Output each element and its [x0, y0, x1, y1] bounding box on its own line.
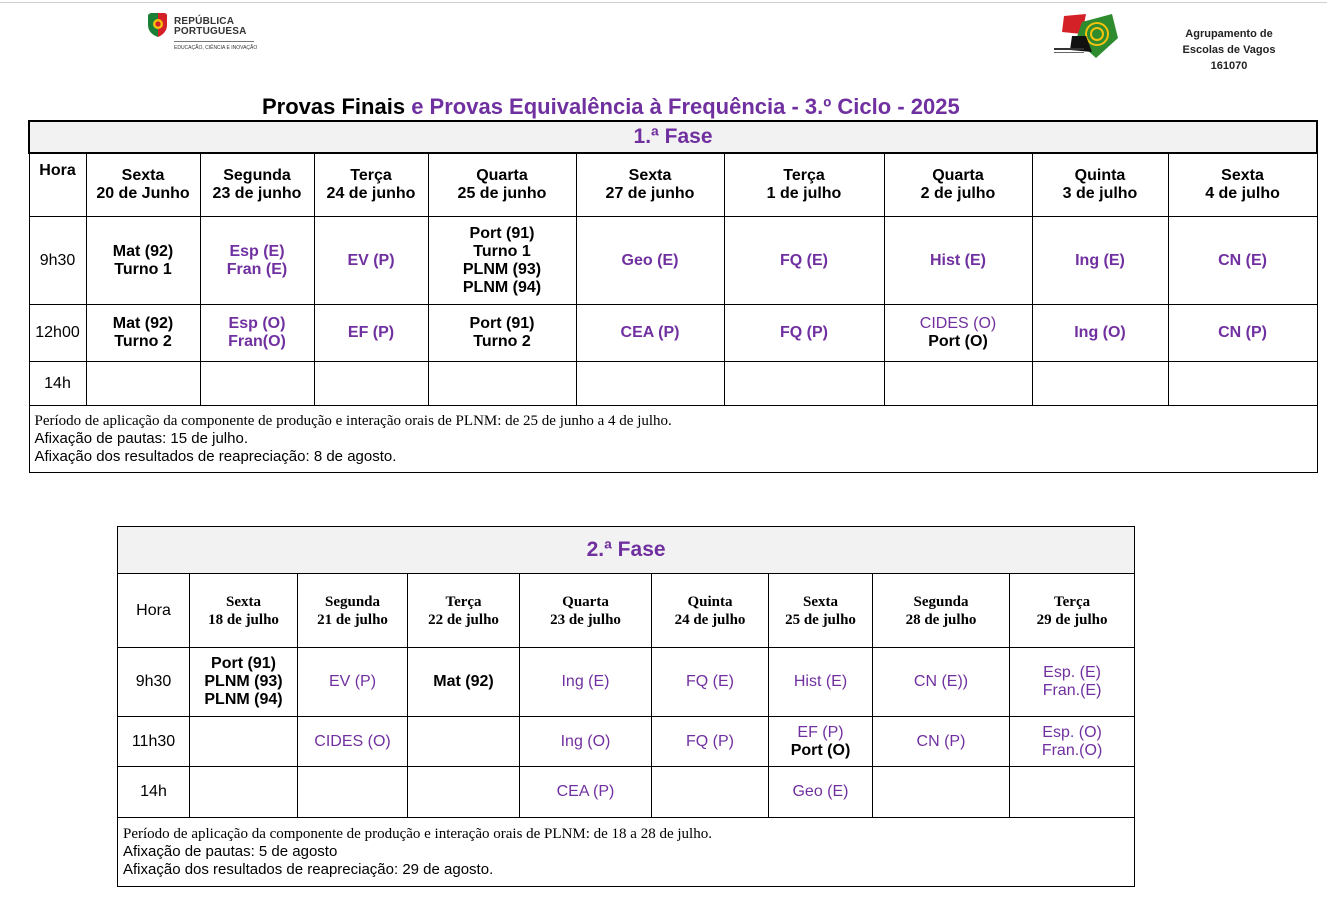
day-header: Sexta 25 de julho: [769, 574, 873, 648]
phase1-schedule-table: [28, 120, 1318, 473]
empty-cell: [1032, 362, 1168, 406]
exam-cell: EF (P): [314, 305, 428, 362]
exam-cell: Esp. (E) Fran.(E): [1010, 648, 1135, 717]
gov-logo-ministry: EDUCAÇÃO, CIÊNCIA E INOVAÇÃO: [174, 45, 258, 51]
phase1-title: 1.ª Fase: [29, 121, 1317, 153]
empty-cell: [724, 362, 884, 406]
phase2-row-14h: [118, 767, 1135, 818]
phase1-row-9h30: [29, 217, 1317, 305]
page-title: Provas Finais e Provas Equivalência à Frequência - 3.º Ciclo - 2025: [262, 94, 960, 119]
empty-cell: [652, 767, 769, 818]
exam-cell: Port (91) PLNM (93) PLNM (94): [190, 648, 298, 717]
exam-cell: CN (P): [873, 717, 1010, 767]
exam-cell: EV (P): [298, 648, 408, 717]
day-header: Segunda 28 de julho: [873, 574, 1010, 648]
phase2-row-11h30: [118, 717, 1135, 767]
time-cell: 9h30: [118, 648, 190, 717]
exam-cell: Mat (92) Turno 1: [86, 217, 200, 305]
empty-cell: [408, 767, 520, 818]
top-divider: [0, 2, 1327, 3]
day-header: Quarta 25 de junho: [428, 153, 576, 217]
exam-cell: FQ (P): [724, 305, 884, 362]
exam-cell: Hist (E): [769, 648, 873, 717]
phase1-row-12h00: [29, 305, 1317, 362]
note-pautas: Afixação de pautas: 15 de julho.: [34, 430, 248, 447]
exam-cell: Port (91) Turno 1 PLNM (93) PLNM (94): [428, 217, 576, 305]
exam-cell: CIDES (O) Port (O): [884, 305, 1032, 362]
note-reapreciacao: Afixação dos resultados de reapreciação: 29 de agosto.: [123, 861, 494, 878]
phase1-row-14h: [29, 362, 1317, 406]
day-header: Terça 29 de julho: [1010, 574, 1135, 648]
empty-cell: [408, 717, 520, 767]
empty-cell: [576, 362, 724, 406]
exam-cell: CEA (P): [520, 767, 652, 818]
hora-header: Hora: [29, 153, 86, 217]
exam-cell: Geo (E): [769, 767, 873, 818]
exam-cell: Ing (E): [1032, 217, 1168, 305]
exam-cell: EV (P): [314, 217, 428, 305]
exam-cell: Esp (O) Fran(O): [200, 305, 314, 362]
phase1-notes: [29, 406, 1317, 473]
exam-cell: Port (91) Turno 2: [428, 305, 576, 362]
day-header: Quinta 24 de julho: [652, 574, 769, 648]
government-emblem-icon: [146, 12, 168, 38]
exam-cell: CN (E)): [873, 648, 1010, 717]
day-header: Sexta 27 de junho: [576, 153, 724, 217]
day-header: Sexta 4 de julho: [1168, 153, 1317, 217]
exam-cell: CN (P): [1168, 305, 1317, 362]
empty-cell: [1168, 362, 1317, 406]
exam-cell: CEA (P): [576, 305, 724, 362]
time-cell: 14h: [29, 362, 86, 406]
empty-cell: [190, 717, 298, 767]
exam-cell: Mat (92) Turno 2: [86, 305, 200, 362]
empty-cell: [190, 767, 298, 818]
day-header: Terça 24 de junho: [314, 153, 428, 217]
hora-header: Hora: [118, 574, 190, 648]
note-plnm: Período de aplicação da componente de produção e interação orais de PLNM: de 18 a 28 de julho.: [123, 826, 712, 842]
time-cell: 11h30: [118, 717, 190, 767]
time-cell: 14h: [118, 767, 190, 818]
exam-cell: Esp (E) Fran (E): [200, 217, 314, 305]
exam-cell: FQ (E): [724, 217, 884, 305]
day-header: Terça 22 de julho: [408, 574, 520, 648]
exam-cell: Ing (E): [520, 648, 652, 717]
exam-cell: EF (P) Port (O): [769, 717, 873, 767]
empty-cell: [86, 362, 200, 406]
phase2-notes: [118, 818, 1135, 887]
empty-cell: [884, 362, 1032, 406]
day-header: Quarta 23 de julho: [520, 574, 652, 648]
exam-cell: Hist (E): [884, 217, 1032, 305]
phase1-header-row: [29, 153, 1317, 217]
empty-cell: [1010, 767, 1135, 818]
exam-cell: Mat (92): [408, 648, 520, 717]
phase2-schedule-table: [117, 526, 1135, 887]
school-name: Agrupamento de Escolas de Vagos 161070: [1182, 28, 1276, 72]
day-header: Quinta 3 de julho: [1032, 153, 1168, 217]
empty-cell: [873, 767, 1010, 818]
note-plnm: Período de aplicação da componente de produção e interação orais de PLNM: de 25 de junho a 4 de julho.: [34, 413, 672, 429]
school-logo-icon: [1052, 12, 1122, 60]
gov-logo-name: REPÚBLICA PORTUGUESA: [174, 16, 247, 37]
day-header: Sexta 20 de Junho: [86, 153, 200, 217]
phase2-title: 2.ª Fase: [118, 527, 1135, 574]
republica-portuguesa-logo: [146, 12, 276, 56]
time-cell: 12h00: [29, 305, 86, 362]
empty-cell: [298, 767, 408, 818]
day-header: Segunda 23 de junho: [200, 153, 314, 217]
day-header: Segunda 21 de julho: [298, 574, 408, 648]
gov-logo-rule: [174, 41, 254, 42]
exam-cell: FQ (E): [652, 648, 769, 717]
exam-cell: Geo (E): [576, 217, 724, 305]
empty-cell: [200, 362, 314, 406]
day-header: Quarta 2 de julho: [884, 153, 1032, 217]
exam-cell: Esp. (O) Fran.(O): [1010, 717, 1135, 767]
day-header: Terça 1 de julho: [724, 153, 884, 217]
exam-cell: FQ (P): [652, 717, 769, 767]
exam-cell: CN (E): [1168, 217, 1317, 305]
note-reapreciacao: Afixação dos resultados de reapreciação: 8 de agosto.: [34, 448, 397, 465]
day-header: Sexta 18 de julho: [190, 574, 298, 648]
time-cell: 9h30: [29, 217, 86, 305]
phase2-header-row: [118, 574, 1135, 648]
exam-cell: Ing (O): [520, 717, 652, 767]
exam-cell: CIDES (O): [298, 717, 408, 767]
phase2-row-9h30: [118, 648, 1135, 717]
exam-cell: Ing (O): [1032, 305, 1168, 362]
note-pautas: Afixação de pautas: 5 de agosto: [123, 843, 338, 860]
empty-cell: [314, 362, 428, 406]
empty-cell: [428, 362, 576, 406]
